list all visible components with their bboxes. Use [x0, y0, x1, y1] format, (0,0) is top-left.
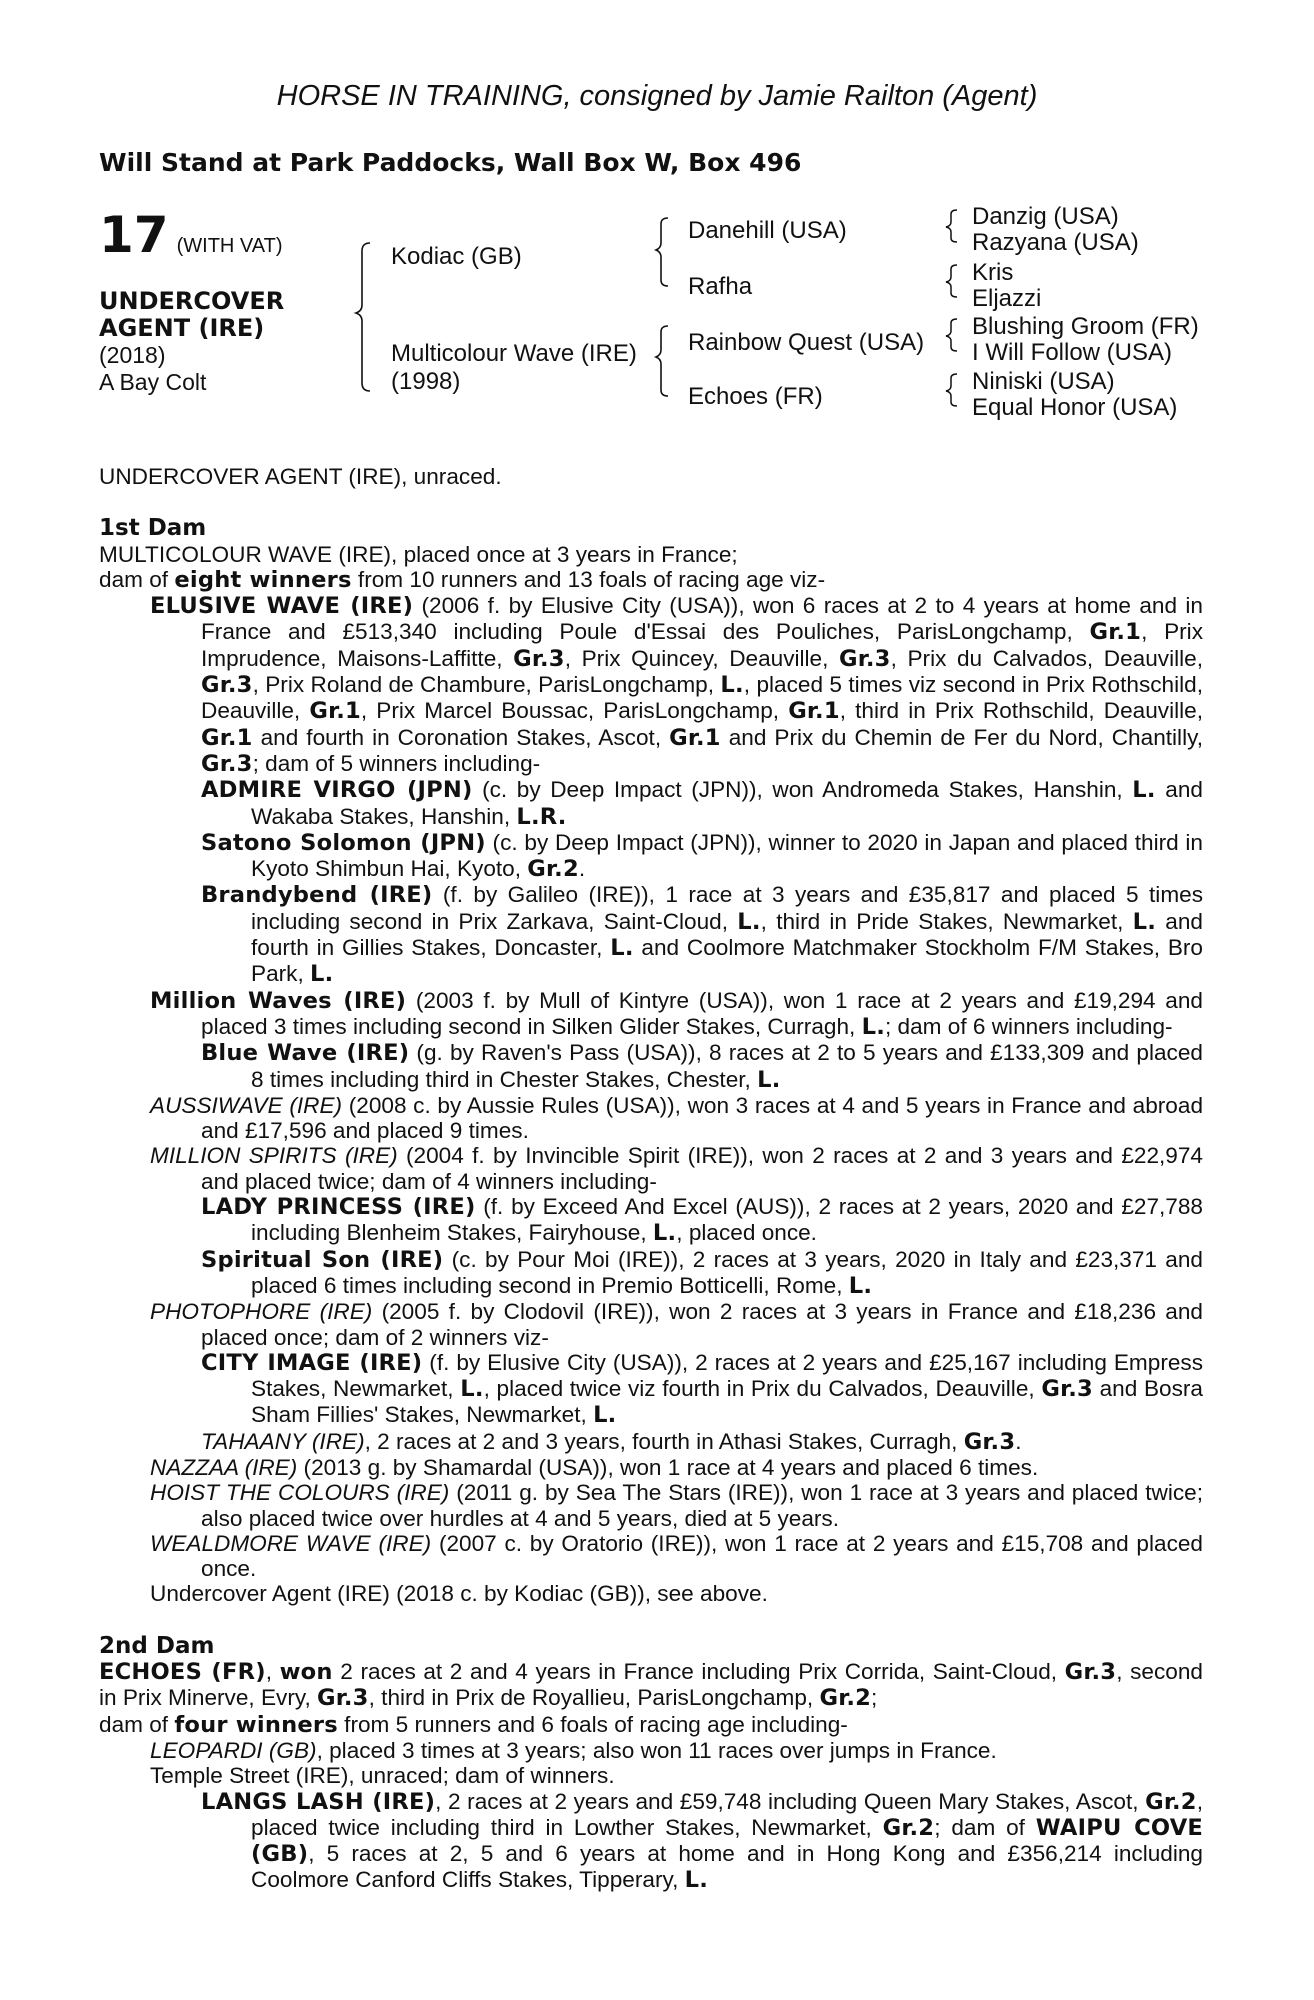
first-dam-heading: 1st Dam [99, 515, 207, 542]
horse-year: (2018) [99, 342, 166, 368]
horse-description: A Bay Colt [99, 369, 207, 395]
produce-lady-princess: LADY PRINCESS (IRE) (f. by Exceed And Excel (AUS)), 2 races at 2 years, 2020 and £27,788 including Blenheim Stakes, Fairyhouse, L., placed once. [201, 1194, 1203, 1247]
produce-city-image: CITY IMAGE (IRE) (f. by Elusive City (USA)), 2 races at 2 years and £25,167 including Empress Stakes, Newmarket, L., placed twice viz fourth in Prix du Calvados, Deauville, Gr.3 and Bosra Sham Fillies' Stakes, Newmarket, L. [201, 1349, 1204, 1429]
produce-temple-street: Temple Street (IRE), unraced; dam of winners. [150, 1763, 615, 1789]
dam-dam: Echoes (FR) [688, 383, 823, 410]
produce-hoist-the-colours: HOIST THE COLOURS (IRE) (2011 g. by Sea The Stars (IRE)), won 1 race at 3 years and placed twice; also placed twice over hurdles at 4 and 5 years, died at 5 years. [150, 1480, 1203, 1531]
produce-tahaany: TAHAANY (IRE), 2 races at 2 and 3 years, fourth in Athasi Stakes, Curragh, Gr.3. [201, 1428, 1022, 1455]
unraced-line: UNDERCOVER AGENT (IRE), unraced. [99, 464, 502, 489]
catalogue-header: HORSE IN TRAINING, consigned by Jamie Railton (Agent) [276, 80, 1038, 112]
ggp-1: Danzig (USA) [972, 203, 1119, 230]
produce-wealdmore-wave: WEALDMORE WAVE (IRE) (2007 c. by Oratorio (IRE)), won 1 race at 2 years and £15,708 and placed once. [150, 1530, 1203, 1582]
ggp-2: Razyana (USA) [972, 229, 1139, 256]
produce-undercover-agent: Undercover Agent (IRE) (2018 c. by Kodiac (GB)), see above. [150, 1581, 768, 1607]
vat-note: (WITH VAT) [176, 235, 283, 257]
sire-dam: Rafha [688, 273, 753, 300]
produce-brandybend: Brandybend (IRE) (f. by Galileo (IRE)), 1 race at 3 years and £35,817 and placed 5 times including second in Prix Zarkava, Saint-Cloud, L., third in Pride Stakes, Newmarket, L. and fourth in Gillies Stakes, Doncaster, L. and Coolmore Matchmaker Stockholm F/M Stakes, Bro Park, L. [201, 882, 1204, 988]
sire-name: Kodiac (GB) [391, 243, 522, 270]
catalogue-body [99, 464, 1203, 1894]
ggp-3: Kris [972, 259, 1014, 286]
produce-admire-virgo: ADMIRE VIRGO (JPN) (c. by Deep Impact (JPN)), won Andromeda Stakes, Hanshin, L. and Wakaba Stakes, Hanshin, L.R. [201, 777, 1203, 830]
stand-location: Will Stand at Park Paddocks, Wall Box W, Box 496 [99, 148, 802, 177]
produce-nazzaa: NAZZAA (IRE) (2013 g. by Shamardal (USA)), won 1 race at 4 years and placed 6 times. [150, 1454, 1039, 1480]
horse-name-line1: UNDERCOVER [99, 287, 285, 315]
produce-aussiwave: AUSSIWAVE (IRE) (2008 c. by Aussie Rules (USA)), won 3 races at 4 and 5 years in France and abroad and £17,596 and placed 9 times. [150, 1092, 1204, 1144]
ggp-6: I Will Follow (USA) [972, 339, 1173, 366]
second-dam-produce: dam of four winners from 5 runners and 6 foals of racing age including- [99, 1711, 848, 1738]
second-dam-heading: 2nd Dam [99, 1632, 215, 1659]
ggp-8: Equal Honor (USA) [972, 394, 1178, 421]
produce-satono-solomon: Satono Solomon (JPN) (c. by Deep Impact (JPN)), winner to 2020 in Japan and placed third in Kyoto Shimbun Hai, Kyoto, Gr.2. [201, 829, 1203, 883]
produce-langs-lash: LANGS LASH (IRE), 2 races at 2 years and £59,748 including Queen Mary Stakes, Ascot, Gr.2, placed twice including third in Lowther Stakes, Newmarket, Gr.2; dam of WAIPU COVE (GB), 5 races at 2, 5 and 6 years at home and in Hong Kong and £356,214 including Coolmore Canford Cliffs Stakes, Tipperary, L. [201, 1788, 1204, 1894]
ggp-7: Niniski (USA) [972, 368, 1115, 395]
first-dam-produce: dam of eight winners from 10 runners and 13 foals of racing age viz- [99, 566, 826, 593]
produce-blue-wave: Blue Wave (IRE) (g. by Raven's Pass (USA)), 8 races at 2 to 5 years and £133,309 and placed 8 times including third in Chester Stakes, Chester, L. [201, 1040, 1203, 1093]
ggp-4: Eljazzi [972, 285, 1042, 312]
produce-leopardi: LEOPARDI (GB), placed 3 times at 3 years; also won 11 races over jumps in France. [150, 1737, 997, 1763]
produce-spiritual-son: Spiritual Son (IRE) (c. by Pour Moi (IRE)), 2 races at 3 years, 2020 in Italy and £23,371 and placed 6 times including second in Premio Botticelli, Rome, L. [201, 1246, 1203, 1299]
dam-sire: Rainbow Quest (USA) [688, 329, 925, 356]
lot-number: 17 [99, 206, 169, 264]
produce-photophore: PHOTOPHORE (IRE) (2005 f. by Clodovil (IRE)), won 2 races at 3 years in France and £18,236 and placed once; dam of 2 winners viz- [150, 1299, 1203, 1350]
sire-sire: Danehill (USA) [688, 217, 847, 244]
dam-year: (1998) [391, 368, 461, 395]
produce-million-spirits: MILLION SPIRITS (IRE) (2004 f. by Invincible Spirit (IRE)), won 2 races at 2 and 3 years and £22,974 and placed twice; dam of 4 winners including- [150, 1143, 1203, 1194]
produce-elusive-wave: ELUSIVE WAVE (IRE) (2006 f. by Elusive City (USA)), won 6 races at 2 to 4 years at home and in France and £513,340 including Poule d'Essai des Pouliches, ParisLongchamp, Gr.1, Prix Imprudence, Maisons-Laffitte, Gr.3, Prix Quincey, Deauville, Gr.3, Prix du Calvados, Deauville, Gr.3, Prix Roland de Chambure, ParisLongchamp, L., placed 5 times viz second in Prix Rothschild, Deauville, Gr.1, Prix Marcel Boussac, ParisLongchamp, Gr.1, third in Prix Rothschild, Deauville, Gr.1 and fourth in Coronation Stakes, Ascot, Gr.1 and Prix du Chemin de Fer du Nord, Chantilly, Gr.3; dam of 5 winners including- [150, 593, 1203, 777]
dam-name: Multicolour Wave (IRE) [391, 340, 637, 367]
first-dam-line: MULTICOLOUR WAVE (IRE), placed once at 3 years in France; [99, 541, 738, 567]
ggp-5: Blushing Groom (FR) [972, 313, 1199, 340]
produce-million-waves: Million Waves (IRE) (2003 f. by Mull of Kintyre (USA)), won 1 race at 2 years and £19,294 and placed 3 times including second in Silken Glider Stakes, Curragh, L.; dam of 6 winners including- [150, 987, 1204, 1040]
horse-name-line2: AGENT (IRE) [99, 314, 265, 342]
second-dam-echoes: ECHOES (FR), won 2 races at 2 and 4 years in France including Prix Corrida, Saint-Cloud, Gr.3, second in Prix Minerve, Evry, Gr.3, third in Prix de Royallieu, ParisLongchamp, Gr.2; [99, 1659, 1203, 1712]
